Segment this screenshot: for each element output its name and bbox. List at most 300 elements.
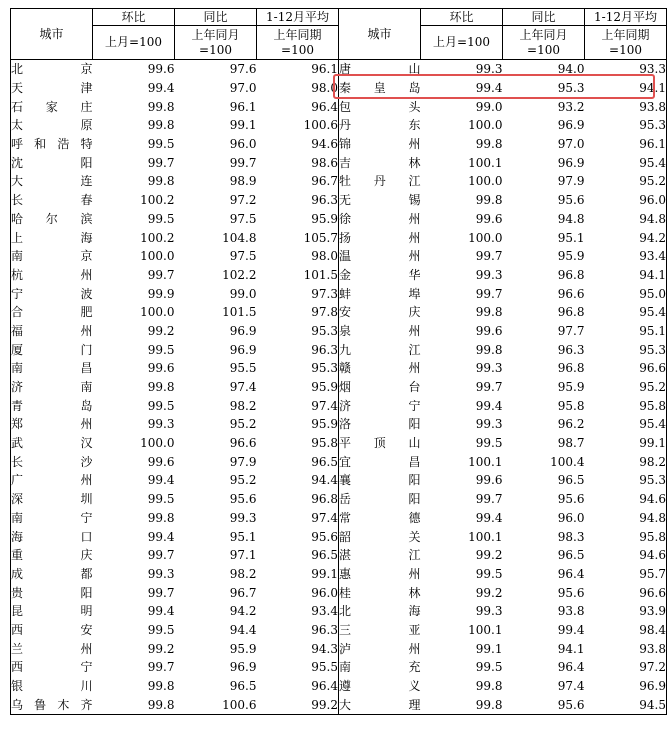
mom-sub-text: 上月=100 [433, 35, 490, 49]
city-name-left: 杭州 [11, 266, 93, 285]
avg-value-left: 101.5 [303, 267, 338, 282]
avg-value-right: 95.7 [585, 565, 667, 584]
yoy-value-left: 97.5 [229, 249, 257, 264]
table-row [11, 284, 667, 303]
city-name-right: 安庆 [339, 303, 421, 322]
city-name-left: 哈尔滨 [11, 210, 93, 229]
mom-value-right: 99.8 [475, 305, 503, 320]
yoy-value-left: 96.9 [229, 342, 257, 357]
mom-value-right: 99.8 [421, 695, 503, 714]
mom-value-left: 99.7 [147, 155, 175, 170]
avg-value-right: 94.8 [585, 509, 667, 528]
table-row [11, 172, 667, 191]
avg-value-left: 95.9 [311, 380, 338, 395]
yoy-subheader-right [503, 26, 585, 60]
yoy-value-right: 95.9 [557, 249, 585, 264]
yoy-value-left: 96.9 [229, 660, 257, 675]
city-name-left: 青岛 [11, 396, 93, 415]
table-row [11, 490, 667, 509]
table-row [11, 97, 667, 116]
city-name-left: 贵阳 [11, 583, 93, 602]
avg-value-left: 98.6 [311, 155, 338, 170]
mom-value-right: 99.7 [475, 380, 503, 395]
yoy-value-left: 97.6 [229, 62, 257, 77]
table-row [11, 565, 667, 584]
yoy-value-right: 97.4 [557, 679, 585, 694]
city-name-right: 金华 [339, 266, 421, 285]
yoy-value-left: 99.7 [229, 155, 257, 170]
yoy-value-right: 96.6 [557, 286, 585, 301]
city-name-left: 昆明 [11, 602, 93, 621]
avg-value-left: 96.5 [311, 548, 338, 563]
city-name-right: 南充 [339, 658, 421, 677]
city-name-left: 南京 [11, 247, 93, 266]
avg-value-left: 95.6 [311, 529, 338, 544]
table-row [11, 434, 667, 453]
yoy-value-right: 95.6 [503, 695, 585, 714]
city-name-right: 扬州 [339, 228, 421, 247]
table-row [11, 658, 667, 677]
mom-value-left: 99.3 [147, 417, 175, 432]
mom-value-right: 99.3 [475, 62, 503, 77]
mom-value-right: 99.8 [475, 137, 503, 152]
yoy-value-right: 96.5 [557, 548, 585, 563]
city-name-left: 银川 [11, 677, 93, 696]
mom-value-left: 99.5 [147, 137, 175, 152]
mom-subheader-left [93, 26, 175, 60]
yoy-value-left: 99.0 [229, 286, 257, 301]
mom-value-left: 100.0 [140, 305, 175, 320]
yoy-value-left: 97.1 [229, 548, 257, 563]
yoy-value-right: 100.4 [550, 454, 585, 469]
yoy-header-right: 同比 [503, 9, 585, 26]
mom-value-left: 99.5 [147, 398, 175, 413]
mom-value-left: 99.8 [93, 695, 175, 714]
table-row [11, 228, 667, 247]
mom-value-left: 99.6 [147, 62, 175, 77]
city-name-right: 锦州 [339, 135, 421, 154]
avg-value-right: 93.4 [585, 247, 667, 266]
mom-value-left: 99.5 [147, 492, 175, 507]
avg-value-left: 96.7 [311, 174, 338, 189]
yoy-value-right: 96.0 [557, 510, 585, 525]
mom-value-left: 99.7 [147, 267, 175, 282]
mom-value-right: 100.0 [468, 230, 503, 245]
mom-value-right: 99.5 [475, 566, 503, 581]
mom-value-left: 100.2 [140, 230, 175, 245]
avg-header-left: 1-12月平均 [257, 9, 339, 26]
city-name-left: 西宁 [11, 658, 93, 677]
yoy-subheader-left [175, 26, 257, 60]
mom-value-right: 100.1 [468, 155, 503, 170]
yoy-value-right: 96.8 [557, 305, 585, 320]
mom-value-right: 99.6 [475, 211, 503, 226]
mom-value-left: 99.2 [147, 641, 175, 656]
mom-value-left: 99.5 [147, 211, 175, 226]
mom-value-right: 99.5 [475, 660, 503, 675]
yoy-value-left: 97.5 [229, 211, 257, 226]
city-name-left: 深圳 [11, 490, 93, 509]
city-name-left: 海口 [11, 527, 93, 546]
avg-value-right: 95.2 [585, 172, 667, 191]
avg-value-right: 98.2 [585, 452, 667, 471]
mom-value-left: 100.0 [140, 249, 175, 264]
avg-value-left: 98.0 [311, 249, 338, 264]
yoy-value-left: 97.9 [229, 454, 257, 469]
mom-value-right: 99.7 [475, 286, 503, 301]
city-name-right: 宜昌 [339, 452, 421, 471]
yoy-value-left: 96.7 [229, 585, 257, 600]
city-name-right: 三亚 [339, 621, 421, 640]
avg-value-left: 95.9 [311, 417, 338, 432]
mom-value-right: 100.1 [468, 622, 503, 637]
avg-value-left: 96.4 [311, 679, 338, 694]
mom-value-left: 99.7 [147, 548, 175, 563]
city-name-right: 济宁 [339, 396, 421, 415]
avg-value-left: 99.2 [257, 695, 339, 714]
avg-value-right: 96.0 [585, 191, 667, 210]
mom-value-left: 99.4 [147, 81, 175, 96]
avg-value-left: 96.5 [311, 454, 338, 469]
yoy-value-right: 96.4 [557, 566, 585, 581]
mom-value-left: 100.2 [140, 193, 175, 208]
yoy-sub-line1: 上年同月 [191, 27, 240, 42]
yoy-value-right: 96.3 [557, 342, 585, 357]
mom-value-right: 100.1 [468, 454, 503, 469]
table-row [11, 471, 667, 490]
mom-value-right: 99.5 [475, 436, 503, 451]
city-name-right: 吉林 [339, 153, 421, 172]
avg-value-right: 96.1 [585, 135, 667, 154]
table-body [11, 60, 667, 715]
table-row [11, 583, 667, 602]
city-name-left: 郑州 [11, 415, 93, 434]
table-row [11, 153, 667, 172]
city-name-left: 南宁 [11, 509, 93, 528]
table-row [11, 79, 667, 98]
yoy-value-right: 95.8 [557, 398, 585, 413]
avg-value-left: 95.3 [311, 361, 338, 376]
yoy-value-left: 101.5 [222, 305, 257, 320]
yoy-value-left: 98.2 [229, 398, 257, 413]
yoy-value-right: 98.7 [557, 436, 585, 451]
city-name-left: 宁波 [11, 284, 93, 303]
table-row [11, 247, 667, 266]
mom-value-right: 99.8 [475, 679, 503, 694]
city-name-right: 洛阳 [339, 415, 421, 434]
city-name-right: 泉州 [339, 322, 421, 341]
mom-value-right: 99.3 [475, 361, 503, 376]
city-name-right: 岳阳 [339, 490, 421, 509]
avg-value-right: 94.6 [585, 490, 667, 509]
city-name-left: 石家庄 [11, 97, 93, 116]
city-name-right: 烟台 [339, 378, 421, 397]
yoy-value-left: 99.3 [229, 510, 257, 525]
mom-value-right: 99.3 [475, 604, 503, 619]
mom-value-right: 99.8 [475, 342, 503, 357]
avg-value-right: 97.2 [585, 658, 667, 677]
avg-value-right: 93.8 [585, 639, 667, 658]
mom-value-right: 99.7 [475, 492, 503, 507]
yoy-value-right: 96.8 [557, 361, 585, 376]
yoy-value-right: 97.0 [557, 137, 585, 152]
avg-sub-line2: =100 [281, 42, 314, 57]
city-name-right: 大理 [339, 695, 421, 714]
avg-value-right: 95.3 [585, 116, 667, 135]
city-name-left: 上海 [11, 228, 93, 247]
city-name-left: 北京 [11, 60, 93, 79]
avg-value-left: 95.8 [311, 436, 338, 451]
yoy-sub-line1: 上年同月 [519, 27, 568, 42]
avg-value-right: 93.9 [585, 602, 667, 621]
yoy-value-left: 96.1 [229, 99, 257, 114]
mom-value-right: 99.4 [475, 398, 503, 413]
avg-value-right: 95.4 [585, 303, 667, 322]
city-name-right: 常德 [339, 509, 421, 528]
mom-header-right: 环比 [421, 9, 503, 26]
avg-value-right: 96.6 [585, 583, 667, 602]
avg-value-left: 98.0 [311, 81, 338, 96]
city-name-left: 兰州 [11, 639, 93, 658]
city-name-left: 沈阳 [11, 153, 93, 172]
city-name-right: 牡丹江 [339, 172, 421, 191]
avg-value-left: 94.3 [311, 641, 338, 656]
avg-value-right: 96.9 [585, 677, 667, 696]
yoy-value-left: 94.2 [229, 604, 257, 619]
avg-value-right: 95.2 [585, 378, 667, 397]
mom-value-left: 99.8 [147, 118, 175, 133]
table-row [11, 60, 667, 79]
city-name-right: 徐州 [339, 210, 421, 229]
yoy-value-right: 97.9 [557, 174, 585, 189]
table-row [11, 322, 667, 341]
city-name-left: 合肥 [11, 303, 93, 322]
city-name-right: 无锡 [339, 191, 421, 210]
city-name-right: 韶关 [339, 527, 421, 546]
city-name-left: 重庆 [11, 546, 93, 565]
avg-value-left: 99.1 [311, 566, 338, 581]
mom-value-left: 99.8 [147, 679, 175, 694]
avg-value-left: 97.4 [311, 510, 338, 525]
city-name-left: 福州 [11, 322, 93, 341]
yoy-value-right: 94.0 [557, 62, 585, 77]
yoy-value-left: 98.9 [229, 174, 257, 189]
city-name-right: 九江 [339, 340, 421, 359]
avg-value-right: 95.0 [585, 284, 667, 303]
avg-value-right: 94.1 [585, 79, 667, 98]
table-row [11, 527, 667, 546]
avg-value-right: 95.3 [585, 471, 667, 490]
table-row [11, 210, 667, 229]
city-name-left: 大连 [11, 172, 93, 191]
mom-value-right: 100.0 [468, 174, 503, 189]
table-row [11, 621, 667, 640]
mom-value-left: 99.8 [147, 380, 175, 395]
city-name-left: 天津 [11, 79, 93, 98]
table-row [11, 340, 667, 359]
avg-value-left: 97.3 [311, 286, 338, 301]
avg-value-right: 99.1 [585, 434, 667, 453]
avg-value-left: 96.3 [311, 622, 338, 637]
yoy-value-left: 96.0 [229, 137, 257, 152]
table-row [11, 602, 667, 621]
avg-value-left: 93.4 [311, 604, 338, 619]
avg-value-right: 94.6 [585, 546, 667, 565]
yoy-value-right: 97.7 [557, 323, 585, 338]
yoy-value-right: 95.3 [557, 81, 585, 96]
mom-value-right: 99.3 [475, 417, 503, 432]
yoy-value-left: 97.0 [229, 81, 257, 96]
yoy-value-left: 95.5 [229, 361, 257, 376]
table-row [11, 191, 667, 210]
table-row [11, 695, 667, 714]
avg-sub-line1: 上年同期 [601, 27, 650, 42]
city-name-left: 济南 [11, 378, 93, 397]
mom-value-left: 99.6 [147, 361, 175, 376]
avg-value-right: 95.1 [585, 322, 667, 341]
mom-value-left: 99.5 [147, 342, 175, 357]
avg-sub-line2: =100 [609, 42, 642, 57]
yoy-value-left: 95.1 [229, 529, 257, 544]
city-name-right: 蚌埠 [339, 284, 421, 303]
avg-value-left: 96.4 [311, 99, 338, 114]
city-name-right: 丹东 [339, 116, 421, 135]
mom-value-left: 100.0 [140, 436, 175, 451]
avg-value-left: 96.3 [311, 193, 338, 208]
mom-value-left: 99.7 [147, 660, 175, 675]
yoy-value-left: 96.5 [229, 679, 257, 694]
yoy-value-left: 97.2 [229, 193, 257, 208]
yoy-value-right: 96.2 [557, 417, 585, 432]
table-row [11, 509, 667, 528]
city-name-left: 乌鲁木齐 [11, 695, 93, 714]
yoy-value-left: 98.2 [229, 566, 257, 581]
yoy-value-right: 94.1 [557, 641, 585, 656]
avg-value-right: 95.8 [585, 527, 667, 546]
table-row [11, 359, 667, 378]
mom-value-right: 99.8 [475, 193, 503, 208]
city-name-right: 泸州 [339, 639, 421, 658]
yoy-value-left: 95.9 [229, 641, 257, 656]
avg-value-left: 100.6 [303, 118, 338, 133]
city-name-right: 桂林 [339, 583, 421, 602]
city-name-left: 南昌 [11, 359, 93, 378]
mom-value-left: 99.8 [147, 99, 175, 114]
mom-value-right: 99.0 [475, 99, 503, 114]
mom-subheader-right [421, 26, 503, 60]
mom-value-right: 99.4 [475, 81, 503, 96]
city-name-right: 遵义 [339, 677, 421, 696]
avg-value-right: 94.1 [585, 266, 667, 285]
city-name-right: 包头 [339, 97, 421, 116]
avg-value-right: 94.8 [585, 210, 667, 229]
mom-value-left: 99.3 [147, 566, 175, 581]
yoy-value-left: 96.9 [229, 323, 257, 338]
city-name-right: 北海 [339, 602, 421, 621]
mom-value-left: 99.6 [147, 454, 175, 469]
avg-value-right: 93.3 [585, 60, 667, 79]
yoy-value-left: 95.2 [229, 473, 257, 488]
avg-value-left: 94.4 [311, 473, 338, 488]
table-row [11, 303, 667, 322]
city-name-right: 秦皇岛 [339, 79, 421, 98]
yoy-value-right: 94.8 [557, 211, 585, 226]
yoy-value-right: 96.9 [557, 155, 585, 170]
yoy-value-right: 95.9 [557, 380, 585, 395]
mom-sub-text: 上月=100 [105, 35, 162, 49]
city-name-left: 成都 [11, 565, 93, 584]
yoy-value-left: 99.1 [229, 118, 257, 133]
mom-value-right: 99.6 [475, 473, 503, 488]
city-name-right: 平顶山 [339, 434, 421, 453]
avg-value-left: 95.9 [311, 211, 338, 226]
yoy-value-right: 93.8 [557, 604, 585, 619]
mom-value-right: 99.4 [475, 510, 503, 525]
mom-value-left: 99.7 [147, 585, 175, 600]
mom-value-right: 100.1 [468, 529, 503, 544]
avg-value-left: 97.8 [311, 305, 338, 320]
city-name-right: 惠州 [339, 565, 421, 584]
city-name-left: 广州 [11, 471, 93, 490]
mom-value-left: 99.8 [147, 510, 175, 525]
yoy-value-left: 102.2 [222, 267, 257, 282]
city-name-right: 温州 [339, 247, 421, 266]
yoy-value-right: 98.3 [557, 529, 585, 544]
city-name-left: 西安 [11, 621, 93, 640]
city-name-right: 赣州 [339, 359, 421, 378]
city-name-left: 武汉 [11, 434, 93, 453]
city-name-left: 太原 [11, 116, 93, 135]
city-name-left: 长沙 [11, 452, 93, 471]
city-name-left: 厦门 [11, 340, 93, 359]
avg-value-right: 95.4 [585, 153, 667, 172]
price-index-table [10, 8, 667, 715]
city-name-left: 长春 [11, 191, 93, 210]
city-header-left: 城市 [11, 9, 93, 60]
mom-header-left: 环比 [93, 9, 175, 26]
avg-value-right: 95.8 [585, 396, 667, 415]
yoy-value-left: 97.4 [229, 380, 257, 395]
yoy-value-left: 96.6 [229, 436, 257, 451]
table-row [11, 135, 667, 154]
city-name-right: 唐山 [339, 60, 421, 79]
avg-value-left: 96.1 [311, 62, 338, 77]
city-name-left: 呼和浩特 [11, 135, 93, 154]
yoy-value-right: 96.8 [557, 267, 585, 282]
yoy-value-right: 93.2 [557, 99, 585, 114]
yoy-sub-line2: =100 [527, 42, 560, 57]
avg-value-right: 94.2 [585, 228, 667, 247]
mom-value-right: 99.1 [475, 641, 503, 656]
avg-value-left: 95.5 [311, 660, 338, 675]
mom-value-right: 99.2 [475, 585, 503, 600]
mom-value-left: 99.8 [147, 174, 175, 189]
avg-value-left: 94.6 [311, 137, 338, 152]
table-row [11, 116, 667, 135]
table-row [11, 378, 667, 397]
avg-header-right: 1-12月平均 [585, 9, 667, 26]
mom-value-left: 99.4 [147, 604, 175, 619]
table-row [11, 546, 667, 565]
avg-value-right: 93.8 [585, 97, 667, 116]
avg-subheader-left [257, 26, 339, 60]
avg-value-left: 95.3 [311, 323, 338, 338]
mom-value-right: 99.6 [475, 323, 503, 338]
mom-value-left: 99.2 [147, 323, 175, 338]
avg-value-left: 96.0 [311, 585, 338, 600]
avg-value-left: 96.3 [311, 342, 338, 357]
avg-value-right: 96.6 [585, 359, 667, 378]
